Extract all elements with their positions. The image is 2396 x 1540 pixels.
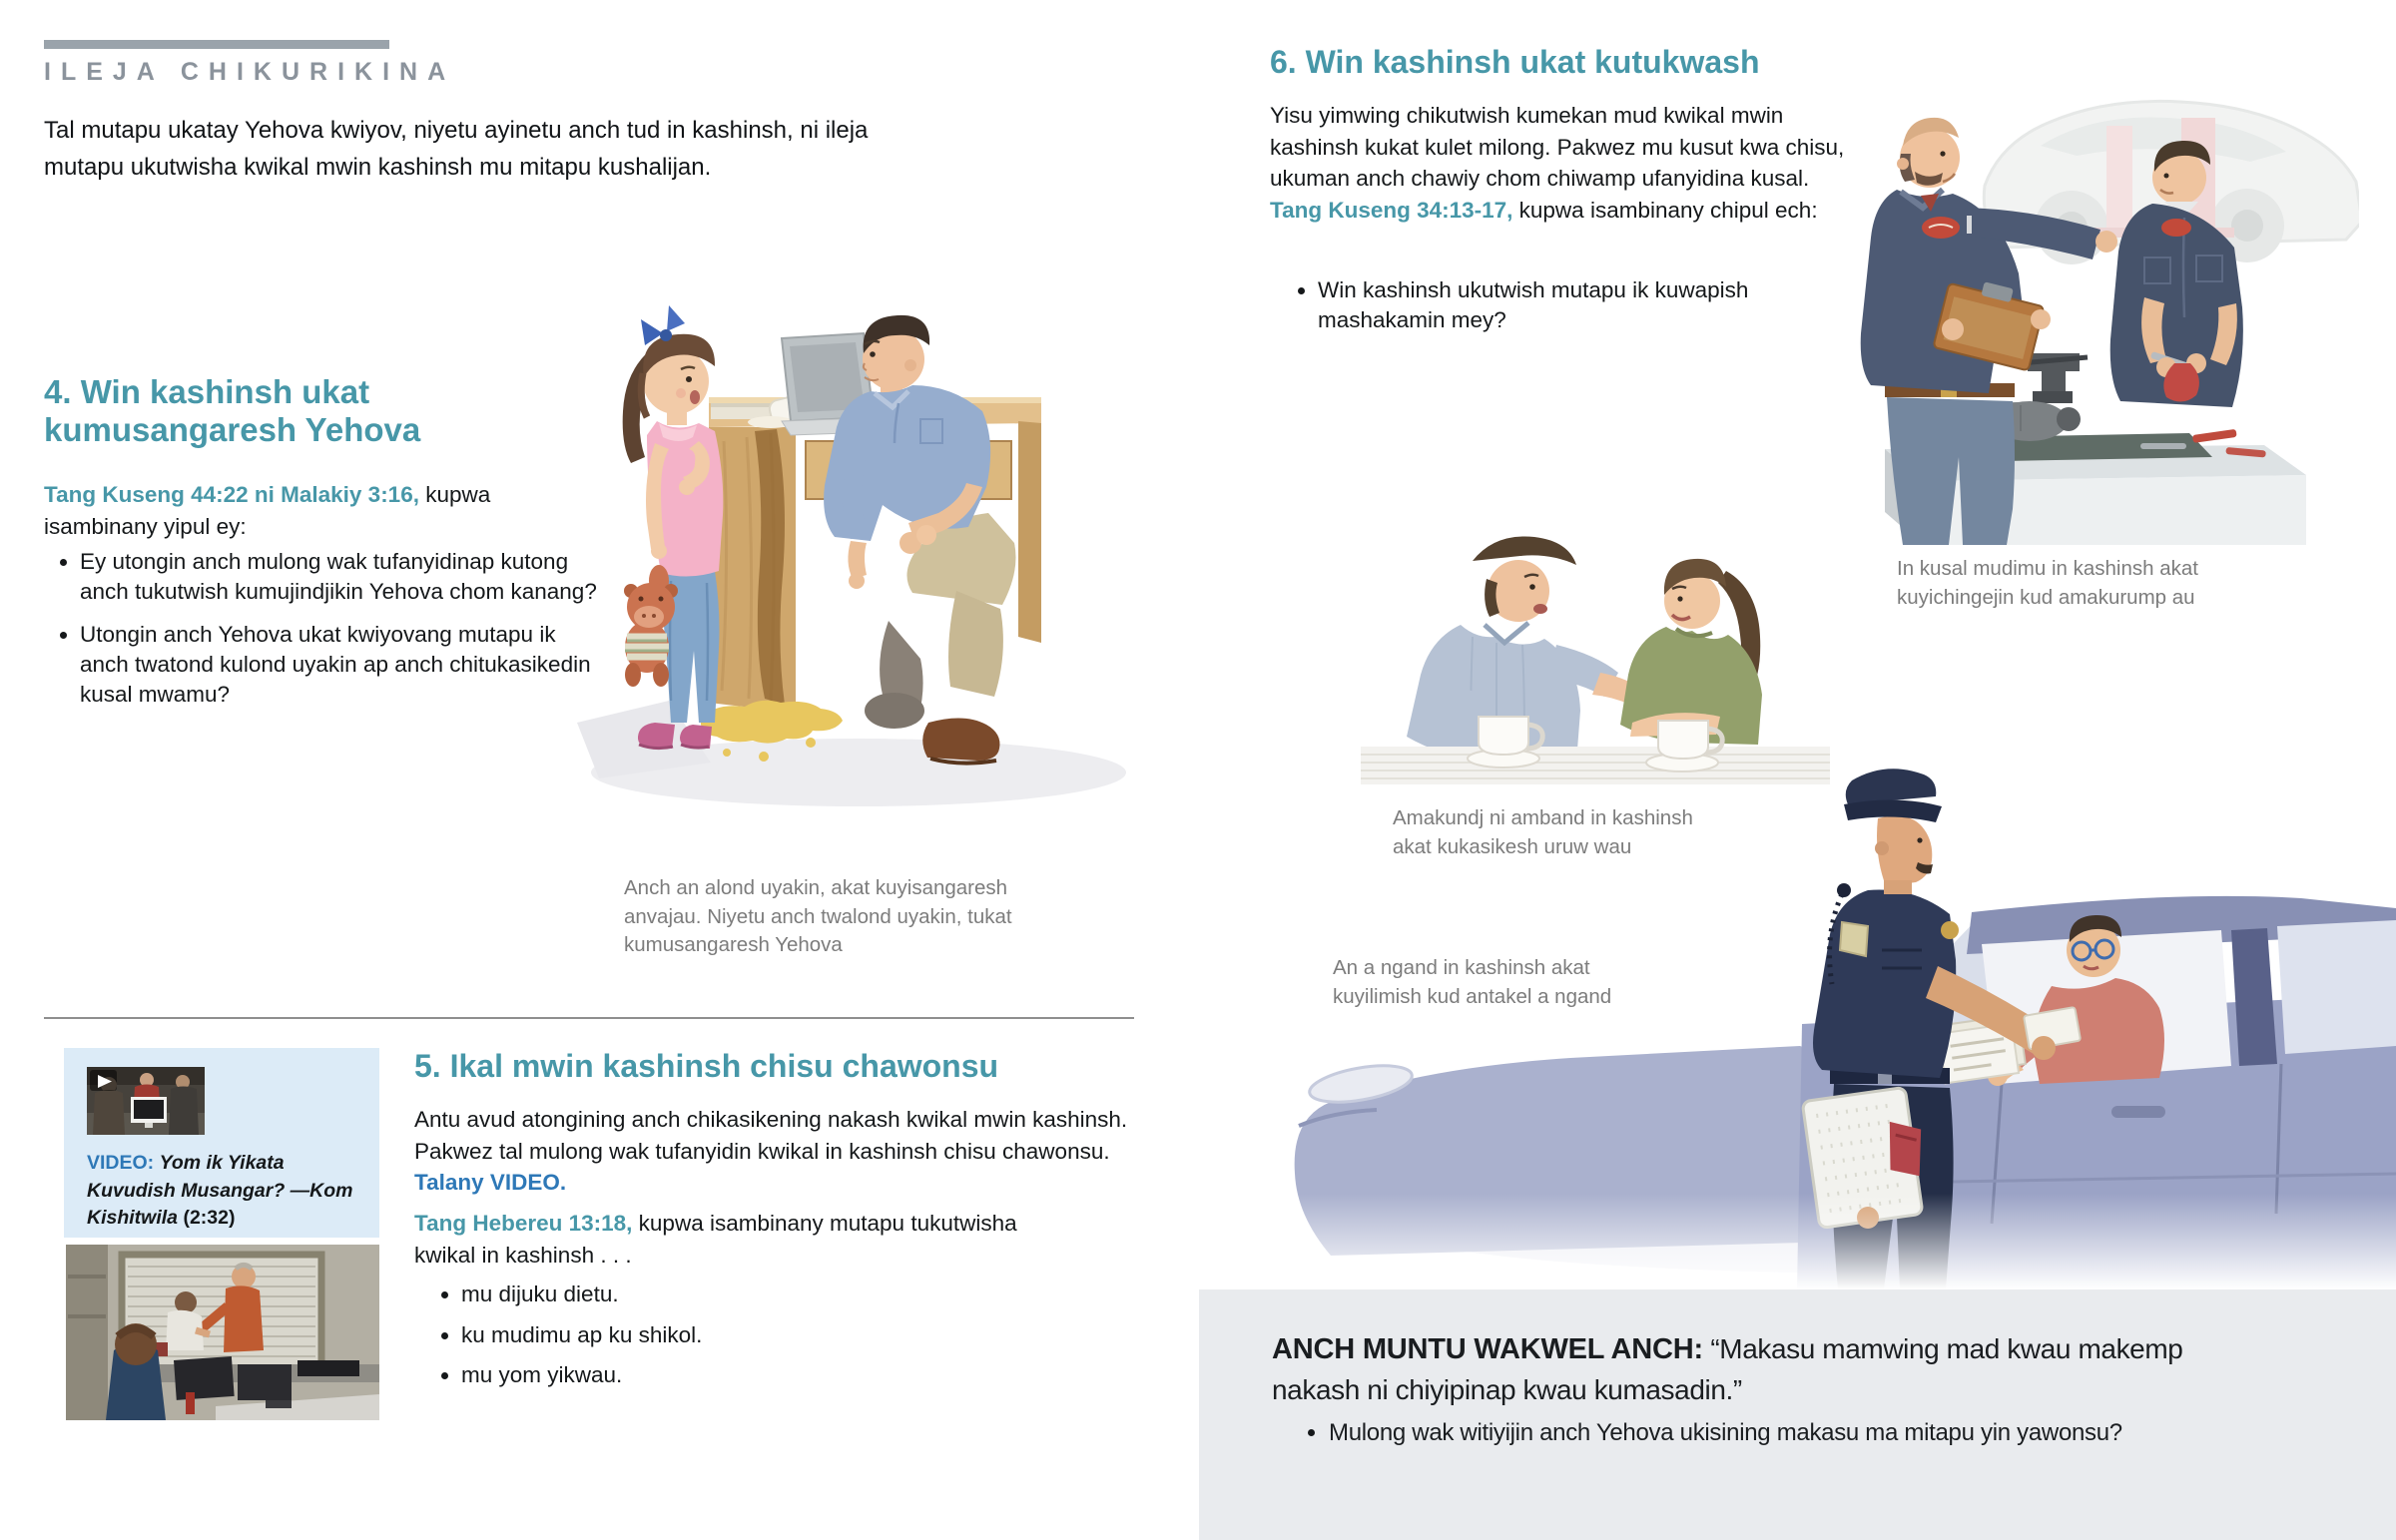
couple-illustration	[1361, 517, 1830, 784]
intro-paragraph: Tal mutapu ukatay Yehova kwiyov, niyetu ayinetu anch tud in kashinsh, ni ileja mutapu ukutwisha kwikal mwin kashinsh mu mitapu kushalijan.	[44, 117, 869, 182]
section6-title: 6. Win kashinsh ukat kutukwash	[1270, 44, 1760, 80]
section6-list	[1288, 275, 1857, 348]
section5-paragraph	[414, 1104, 1143, 1199]
section5-text: Antu avud atongining anch chikasikening nakash kwikal mwin kashinsh. Pakwez tal mulong wak tufanyidin kwikal in kashinsh chisu chawonsu.	[414, 1107, 1128, 1164]
kicker-bar	[44, 40, 389, 49]
review-list	[1299, 1417, 2367, 1463]
husband-figure	[1407, 537, 1655, 764]
list-item: • mu dijuku dietu.	[461, 1280, 1080, 1309]
mechanics-illustration	[1845, 68, 2359, 547]
father-daughter-illustration	[559, 291, 1168, 870]
scripture-link[interactable]: Tang Hebereu 13:18,	[414, 1211, 633, 1236]
list-item: • Utongin anch Yehova ukat kwiyovang mutapu ik anch twatond kulond uyakin ap anch chitukasikedin kusal mwamu?	[80, 620, 609, 709]
video-thumbnail[interactable]	[87, 1067, 205, 1135]
section4-scripture-line	[44, 479, 553, 542]
list-item: • mu yom yikwau.	[461, 1360, 1080, 1390]
video-label: VIDEO:	[87, 1152, 155, 1174]
list-item: • Win kashinsh ukutwish mutapu ik kuwapish mashakamin mey?	[1318, 275, 1857, 334]
illustration-caption: Amakundj ni amband in kashinsh akat kukasikesh uruw wau	[1393, 806, 1693, 858]
video-caption	[87, 1150, 362, 1233]
illustration-caption: In kusal mudimu in kashinsh akat kuyichingejin kud amakurump au	[1897, 557, 2198, 609]
scripture-intro-text: kupwa isambinany mutapu tukutwisha kwikal in kashinsh . . .	[414, 1211, 1017, 1268]
column-divider	[44, 1017, 1134, 1019]
section6-text-after: kupwa isambinany chipul ech:	[1512, 197, 1818, 223]
scripture-link[interactable]: Tang Kuseng 44:22 ni Malakiy 3:16,	[44, 482, 419, 507]
review-quote: “Makasu mamwing mad kwau makemp nakash ni chiyipinap kwau kumasadin.”	[1272, 1333, 2183, 1405]
section6-text: Yisu yimwing chikutwish kumekan mud kwikal mwin kashinsh kukat kulet milong. Pakwez mu kusut kwa chisu, ukuman anch chawiy chom chiwamp ufanyidina kusal.	[1270, 103, 1845, 191]
scripture-intro-text: kupwa isambinany yipul ey:	[44, 482, 491, 539]
review-statement	[1272, 1329, 2210, 1409]
meeting-photo	[66, 1245, 379, 1420]
section4-question-list	[50, 547, 609, 723]
wife-figure	[1620, 559, 1762, 745]
video-box	[64, 1048, 379, 1238]
section5-list	[431, 1280, 1080, 1401]
scripture-link[interactable]: Tang Kuseng 34:13-17,	[1270, 197, 1513, 223]
section4-title: 4. Win kashinsh ukat kumusangaresh Yehova	[44, 373, 421, 448]
video-title: Yom ik Yikata Kuvudish Musangar? —Kom Kishitwila	[87, 1152, 353, 1230]
section5-title: 5. Ikal mwin kashinsh chisu chawonsu	[414, 1048, 999, 1084]
list-item: • Mulong wak witiyijin anch Yehova ukisining makasu ma mitapu yin yawonsu?	[1329, 1417, 2367, 1449]
list-item: • ku mudimu ap ku shikol.	[461, 1320, 1080, 1350]
section6-paragraph	[1270, 100, 1849, 226]
list-item: • Ey utongin anch mulong wak tufanyidinap kutong anch tukutwish kumujindjikin Yehova chom kanang?	[80, 547, 609, 606]
illustration-caption: An a ngand in kashinsh akat kuyilimish kud antakel a ngand	[1333, 956, 1612, 1008]
section-kicker: ILEJA CHIKURIKINA	[44, 58, 456, 86]
section5-scripture-line	[414, 1208, 1073, 1271]
review-heading: ANCH MUNTU WAKWEL ANCH:	[1272, 1333, 1703, 1365]
illustration-caption: Anch an alond uyakin, akat kuyisangaresh anvajau. Niyetu anch twalond uyakin, tukat kumusangaresh Yehova	[624, 876, 1012, 957]
video-duration: (2:32)	[183, 1207, 236, 1230]
video-link[interactable]: Talany VIDEO.	[414, 1170, 567, 1195]
review-box	[1199, 1289, 2396, 1540]
